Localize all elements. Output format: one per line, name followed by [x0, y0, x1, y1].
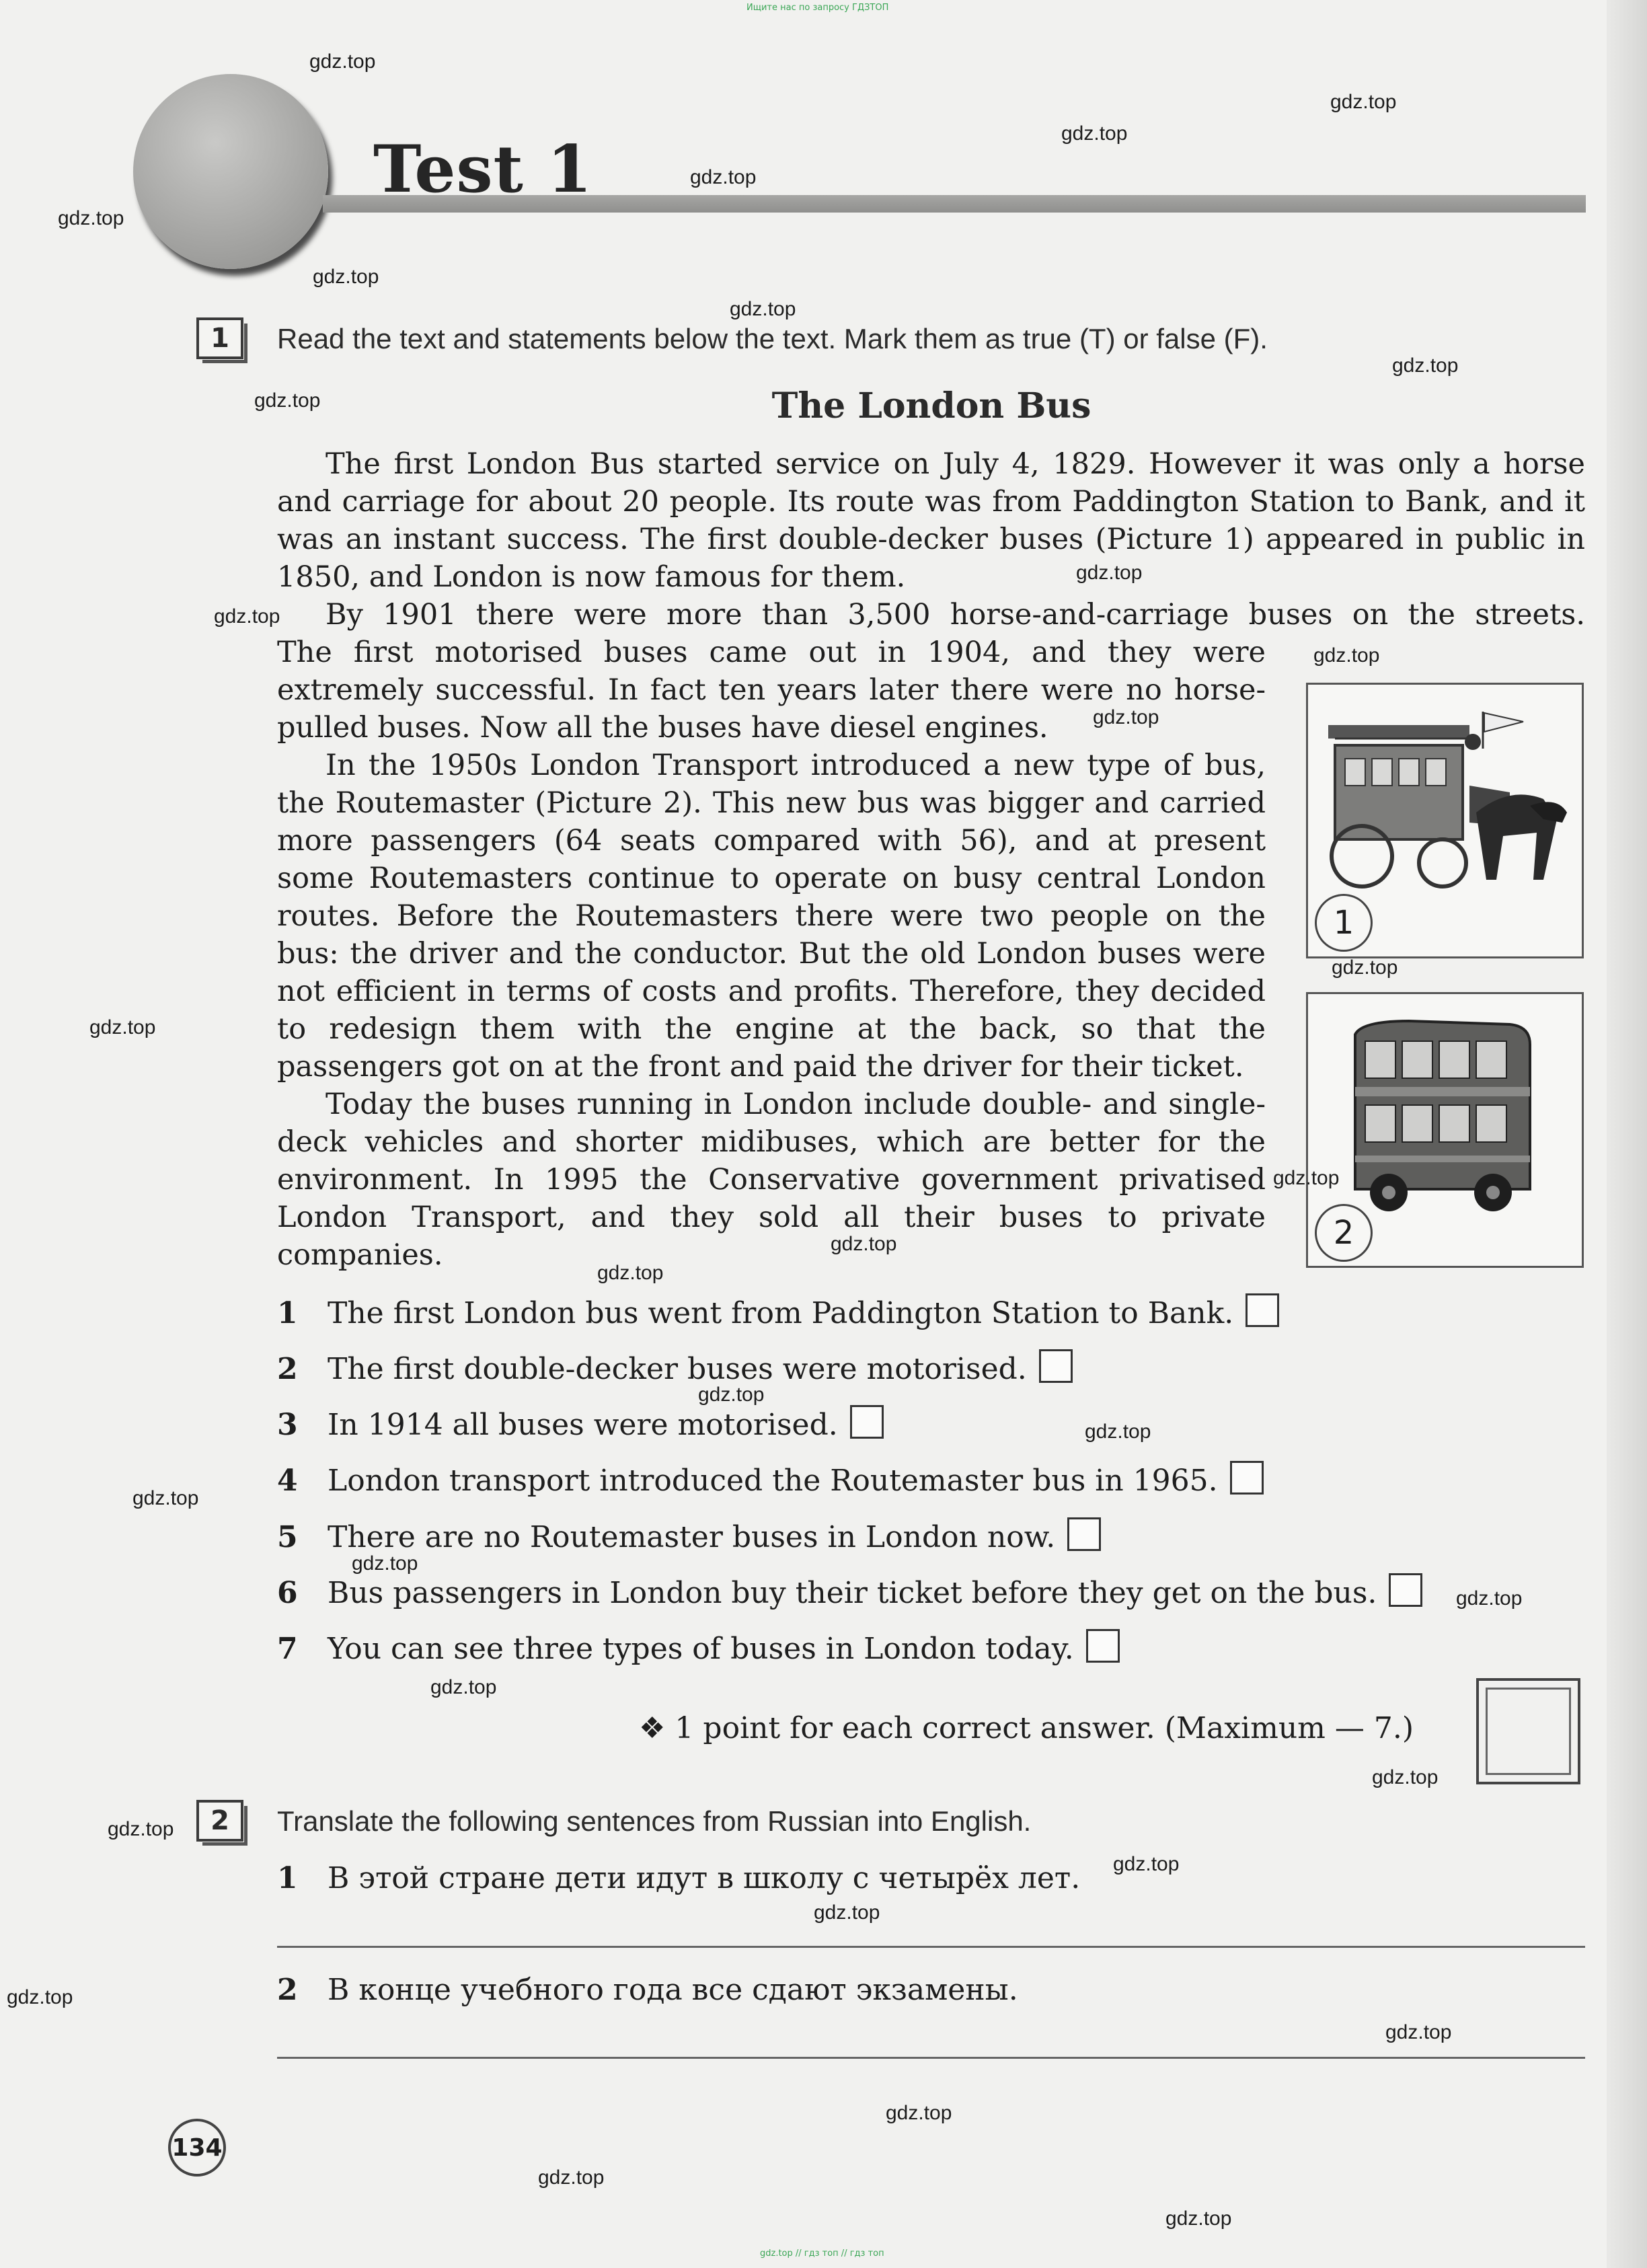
- top-banner: Ищите нас по запросу ГДЗТОП: [746, 3, 889, 13]
- watermark: gdz.top: [1332, 956, 1398, 979]
- watermark: gdz.top: [132, 1487, 199, 1509]
- answer-checkbox-6[interactable]: [1389, 1573, 1422, 1607]
- watermark: gdz.top: [690, 166, 757, 188]
- page-number: 134: [168, 2119, 226, 2177]
- watermark: gdz.top: [214, 605, 280, 628]
- answer-line-1[interactable]: [277, 1946, 1585, 1948]
- watermark: gdz.top: [1273, 1167, 1340, 1189]
- watermark: gdz.top: [58, 207, 124, 229]
- paragraph-4: Today the buses running in London include double- and single-deck vehicles and shorter midibuses, which are better for the environment. In 1995 the Conservative government privatised London Transport, and they sold all their buses to private companies.: [277, 1088, 1266, 1272]
- answer-checkbox-4[interactable]: [1230, 1461, 1264, 1495]
- answer-checkbox-2[interactable]: [1039, 1349, 1073, 1383]
- watermark: gdz.top: [108, 1818, 174, 1840]
- watermark: gdz.top: [698, 1384, 765, 1406]
- statement-3: 3 In 1914 all buses were motorised.: [277, 1405, 884, 1442]
- watermark: gdz.top: [597, 1262, 664, 1284]
- paragraph-2-body: The first motorised buses came out in 1904, and they were extremely successful. In fact ten years later there were no horse-pulled buses. Now all the buses have diesel engines.: [277, 636, 1266, 745]
- watermark: gdz.top: [1456, 1587, 1523, 1610]
- watermark: gdz.top: [352, 1552, 418, 1575]
- watermark: gdz.top: [1392, 354, 1459, 377]
- page-title: Test 1: [373, 131, 593, 207]
- points-note: ❖ 1 point for each correct answer. (Maximum — 7.): [639, 1711, 1414, 1745]
- watermark: gdz.top: [7, 1986, 73, 2008]
- watermark: gdz.top: [538, 2166, 605, 2189]
- task1-instruction: Read the text and statements below the text. Mark them as true (T) or false (F).: [277, 323, 1268, 354]
- story-title: The London Bus: [771, 385, 1091, 426]
- paragraph-2: By 1901 there were more than 3,500 horse-and-carriage buses on the streets.: [325, 598, 1585, 632]
- watermark: gdz.top: [831, 1233, 897, 1255]
- translate-sentence-2: 2 В конце учебного года все сдают экзамены.: [277, 1973, 1018, 2007]
- watermark: gdz.top: [1113, 1853, 1180, 1875]
- watermark: gdz.top: [89, 1016, 156, 1038]
- watermark: gdz.top: [313, 266, 379, 288]
- watermark: gdz.top: [1385, 2021, 1452, 2043]
- watermark: gdz.top: [1093, 706, 1159, 728]
- watermark: gdz.top: [1313, 644, 1380, 667]
- answer-line-2[interactable]: [277, 2057, 1585, 2059]
- answer-checkbox-1[interactable]: [1246, 1293, 1279, 1327]
- watermark: gdz.top: [1372, 1766, 1439, 1788]
- statement-1: 1 The first London bus went from Paddington Station to Bank.: [277, 1293, 1279, 1330]
- answer-checkbox-7[interactable]: [1086, 1629, 1120, 1663]
- task2-instruction: Translate the following sentences from Russian into English.: [277, 1805, 1032, 1837]
- statement-6: 6 Bus passengers in London buy their ticket before they get on the bus.: [277, 1573, 1422, 1610]
- watermark: gdz.top: [1330, 91, 1397, 113]
- watermark: gdz.top: [1076, 562, 1143, 584]
- task-number-2: 2: [196, 1800, 243, 1842]
- paragraph-3: In the 1950s London Transport introduced a new type of bus, the Routemaster (Picture 2). This new bus was bigger and carried more passengers (64 seats compared with 56), and at present some Routemasters continue to operate on busy central London routes. Before the Routemasters there were two people on the bus: the driver and the conductor. But the old London buses were not efficient in terms of costs and profits. Therefore, they decided to redesign them with the engine at the back, so that the passengers got on at the front and paid the driver for their ticket.: [277, 749, 1266, 1084]
- statement-5: 5 There are no Routemaster buses in London now.: [277, 1517, 1101, 1554]
- watermark: gdz.top: [254, 389, 321, 412]
- header-circle-decoration: [133, 74, 328, 269]
- picture-2-label: 2: [1315, 1204, 1373, 1262]
- watermark: gdz.top: [1061, 122, 1128, 145]
- watermark: gdz.top: [814, 1901, 880, 1924]
- answer-checkbox-3[interactable]: [850, 1405, 884, 1439]
- picture-1-label: 1: [1315, 894, 1373, 952]
- watermark: gdz.top: [730, 298, 796, 320]
- watermark: gdz.top: [1165, 2207, 1232, 2230]
- watermark: gdz.top: [430, 1676, 497, 1698]
- bottom-banner: gdz.top // гдз топ // гдз топ: [760, 2248, 884, 2259]
- translate-sentence-1: 1 В этой стране дети идут в школу с четырёх лет.: [277, 1861, 1081, 1895]
- score-box[interactable]: [1476, 1678, 1580, 1784]
- answer-checkbox-5[interactable]: [1067, 1517, 1101, 1551]
- watermark: gdz.top: [309, 50, 376, 73]
- paragraph-1: The first London Bus started service on July 4, 1829. However it was only a horse and carriage for about 20 people. Its route was from Paddington Station to Bank, and it was an instant success. The first double-decker buses (Picture 1) appeared in public in 1850, and London is now famous for them.: [277, 447, 1585, 594]
- statement-2: 2 The first double-decker buses were motorised.: [277, 1349, 1073, 1386]
- statement-7: 7 You can see three types of buses in London today.: [277, 1629, 1120, 1666]
- task-number-1: 1: [196, 317, 243, 359]
- statement-4: 4 London transport introduced the Routemaster bus in 1965.: [277, 1461, 1264, 1498]
- watermark: gdz.top: [886, 2102, 952, 2124]
- watermark: gdz.top: [1085, 1421, 1151, 1443]
